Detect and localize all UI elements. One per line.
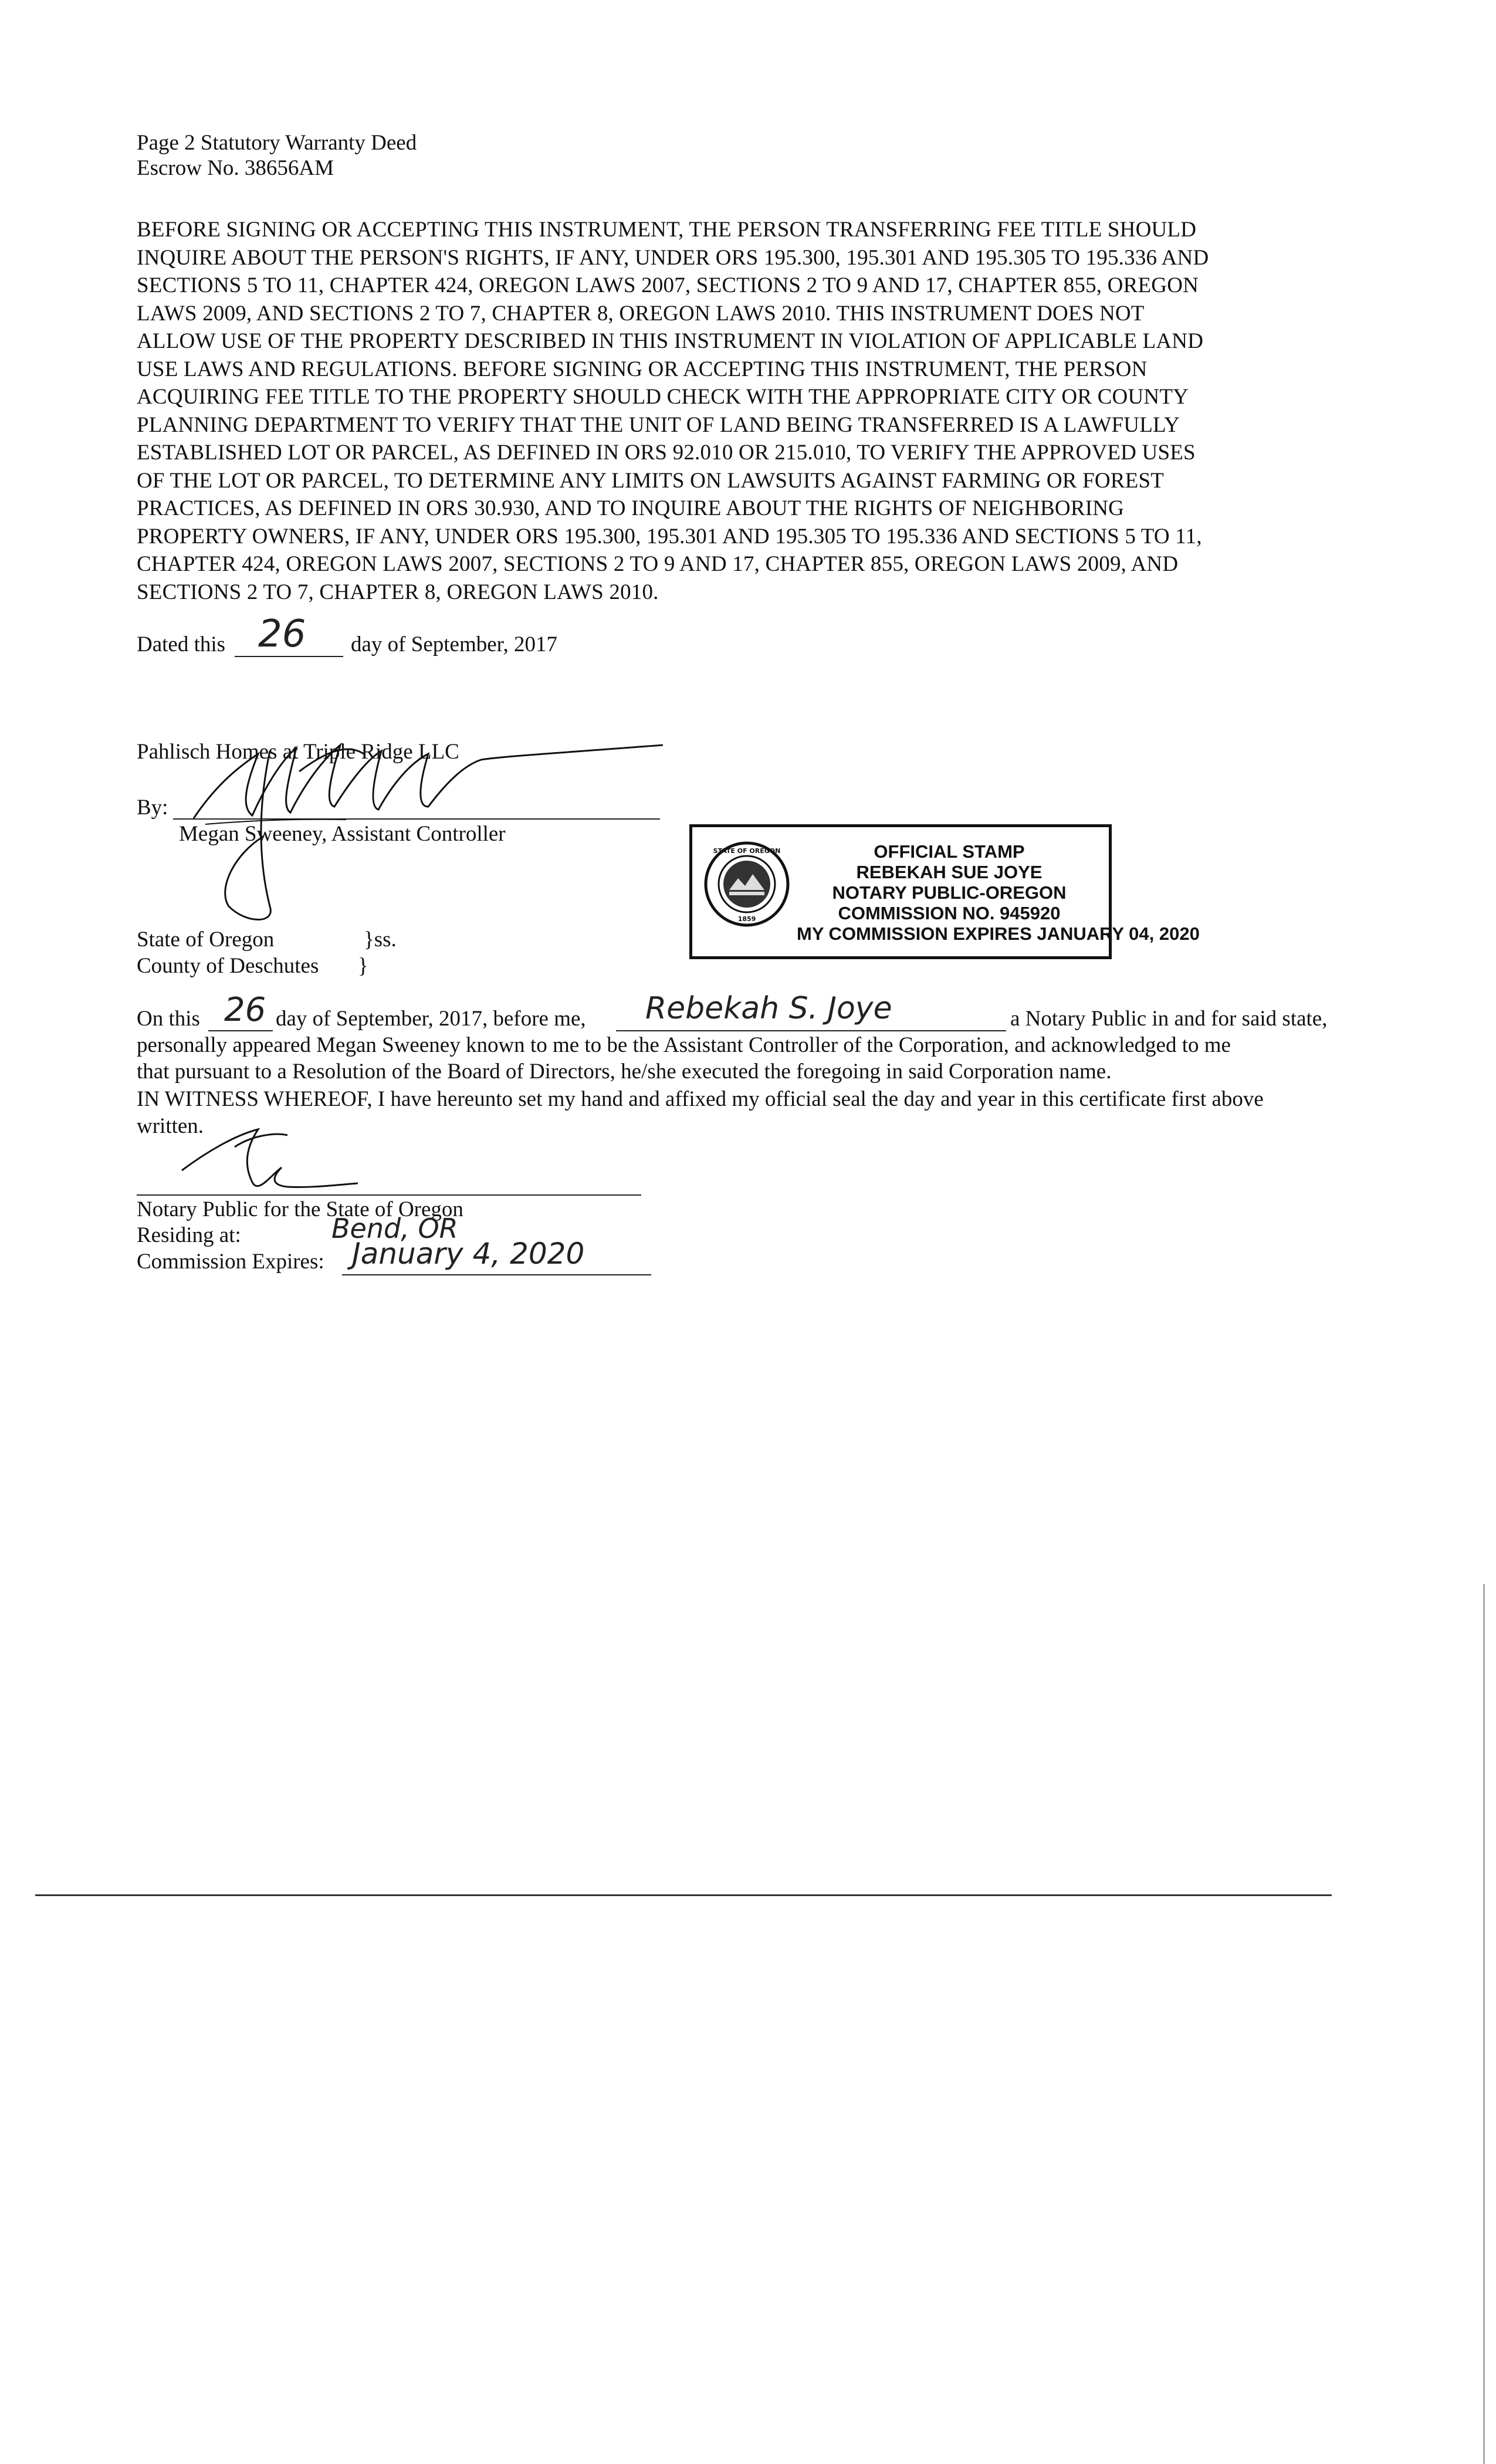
notice-line: PROPERTY OWNERS, IF ANY, UNDER ORS 195.300, 195.301 AND 195.305 TO 195.336 AND SECTIONS 5 TO 11, <box>137 524 1202 549</box>
ack-line4: IN WITNESS WHEREOF, I have hereunto set my hand and affixed my official seal the day and year in this certificate first above <box>137 1087 1264 1111</box>
notice-line: BEFORE SIGNING OR ACCEPTING THIS INSTRUMENT, THE PERSON TRANSFERRING FEE TITLE SHOULD <box>137 218 1197 242</box>
expires-underline <box>342 1274 651 1275</box>
notice-line: ACQUIRING FEE TITLE TO THE PROPERTY SHOULD CHECK WITH THE APPROPRIATE CITY OR COUNTY <box>137 385 1189 409</box>
signer-name-title: Megan Sweeney, Assistant Controller <box>179 822 506 846</box>
ack-line3: that pursuant to a Resolution of the Board of Directors, he/she executed the foregoing in said Corporation name. <box>137 1060 1112 1084</box>
page-label: Page 2 Statutory Warranty Deed <box>137 131 417 155</box>
notice-line: INQUIRE ABOUT THE PERSON'S RIGHTS, IF ANY, UNDER ORS 195.300, 195.301 AND 195.305 TO 195.336 AND <box>137 245 1209 270</box>
svg-text:1859: 1859 <box>737 915 756 923</box>
grantor-signature <box>170 719 675 930</box>
notice-line: SECTIONS 5 TO 11, CHAPTER 424, OREGON LAWS 2007, SECTIONS 2 TO 9 AND 17, CHAPTER 855, OREGON <box>137 273 1199 297</box>
stamp-line: COMMISSION NO. 945920 <box>838 903 1061 923</box>
escrow-number: Escrow No. 38656AM <box>137 156 334 180</box>
notice-line: CHAPTER 424, OREGON LAWS 2007, SECTIONS 2 TO 9 AND 17, CHAPTER 855, OREGON LAWS 2009, AND <box>137 552 1179 576</box>
dated-day-handwritten: 26 <box>258 612 306 656</box>
ack-on-this: On this <box>137 1007 200 1031</box>
ack-line2: personally appeared Megan Sweeney known to me to be the Assistant Controller of the Corporation, and acknowledged to me <box>137 1033 1231 1057</box>
notary-title: Notary Public for the State of Oregon <box>137 1197 463 1221</box>
dated-day-underline <box>235 656 343 657</box>
statutory-notice <box>137 216 1209 606</box>
dated-suffix: day of September, 2017 <box>351 632 557 656</box>
notice-line: OF THE LOT OR PARCEL, TO DETERMINE ANY LIMITS ON LAWSUITS AGAINST FARMING OR FOREST <box>137 468 1165 493</box>
expires-handwritten: January 4, 2020 <box>352 1237 585 1271</box>
notice-line: USE LAWS AND REGULATIONS. BEFORE SIGNING OR ACCEPTING THIS INSTRUMENT, THE PERSON <box>137 357 1148 381</box>
page-divider <box>35 1894 1332 1896</box>
notice-line: ALLOW USE OF THE PROPERTY DESCRIBED IN THIS INSTRUMENT IN VIOLATION OF APPLICABLE LAND <box>137 329 1204 353</box>
stamp-text <box>797 841 1200 944</box>
scan-edge-artifact <box>1483 1584 1485 2464</box>
oregon-seal-icon <box>703 840 791 928</box>
ack-mid-text: day of September, 2017, before me, <box>276 1007 586 1031</box>
notice-line: ESTABLISHED LOT OR PARCEL, AS DEFINED IN ORS 92.010 OR 215.010, TO VERIFY THE APPROVED USES <box>137 441 1196 465</box>
residing-handwritten: Bend, OR <box>331 1213 458 1244</box>
notice-line: PLANNING DEPARTMENT TO VERIFY THAT THE UNIT OF LAND BEING TRANSFERRED IS A LAWFULLY <box>137 412 1180 437</box>
grantor-company: Pahlisch Homes at Triple Ridge LLC <box>137 740 459 764</box>
notice-line: PRACTICES, AS DEFINED IN ORS 30.930, AND TO INQUIRE ABOUT THE RIGHTS OF NEIGHBORING <box>137 496 1125 520</box>
ack-day-handwritten: 26 <box>224 991 266 1029</box>
dated-prefix: Dated this <box>137 632 226 656</box>
notary-signature <box>170 1112 364 1206</box>
stamp-line: REBEKAH SUE JOYE <box>856 862 1043 882</box>
by-label: By: <box>137 796 168 820</box>
notice-line: SECTIONS 2 TO 7, CHAPTER 8, OREGON LAWS 2010. <box>137 580 659 604</box>
notary-name-handwritten: Rebekah S. Joye <box>645 991 892 1026</box>
notice-line: LAWS 2009, AND SECTIONS 2 TO 7, CHAPTER 8, OREGON LAWS 2010. THIS INSTRUMENT DOES NOT <box>137 301 1145 326</box>
stamp-line: OFFICIAL STAMP <box>874 841 1025 862</box>
expires-label: Commission Expires: <box>137 1250 324 1274</box>
venue-state: State of Oregon <box>137 928 275 952</box>
stamp-line: NOTARY PUBLIC-OREGON <box>832 882 1067 903</box>
venue-county: County of Deschutes <box>137 954 319 978</box>
residing-label: Residing at: <box>137 1223 241 1247</box>
notary-stamp <box>689 824 1200 959</box>
svg-text:STATE OF OREGON: STATE OF OREGON <box>713 847 781 855</box>
ack-line1-end: a Notary Public in and for said state, <box>1010 1007 1328 1031</box>
stamp-line: MY COMMISSION EXPIRES JANUARY 04, 2020 <box>797 923 1200 944</box>
venue-ss: }ss. <box>364 928 397 952</box>
venue-brace: } <box>358 954 368 978</box>
ack-line5: written. <box>137 1114 204 1138</box>
